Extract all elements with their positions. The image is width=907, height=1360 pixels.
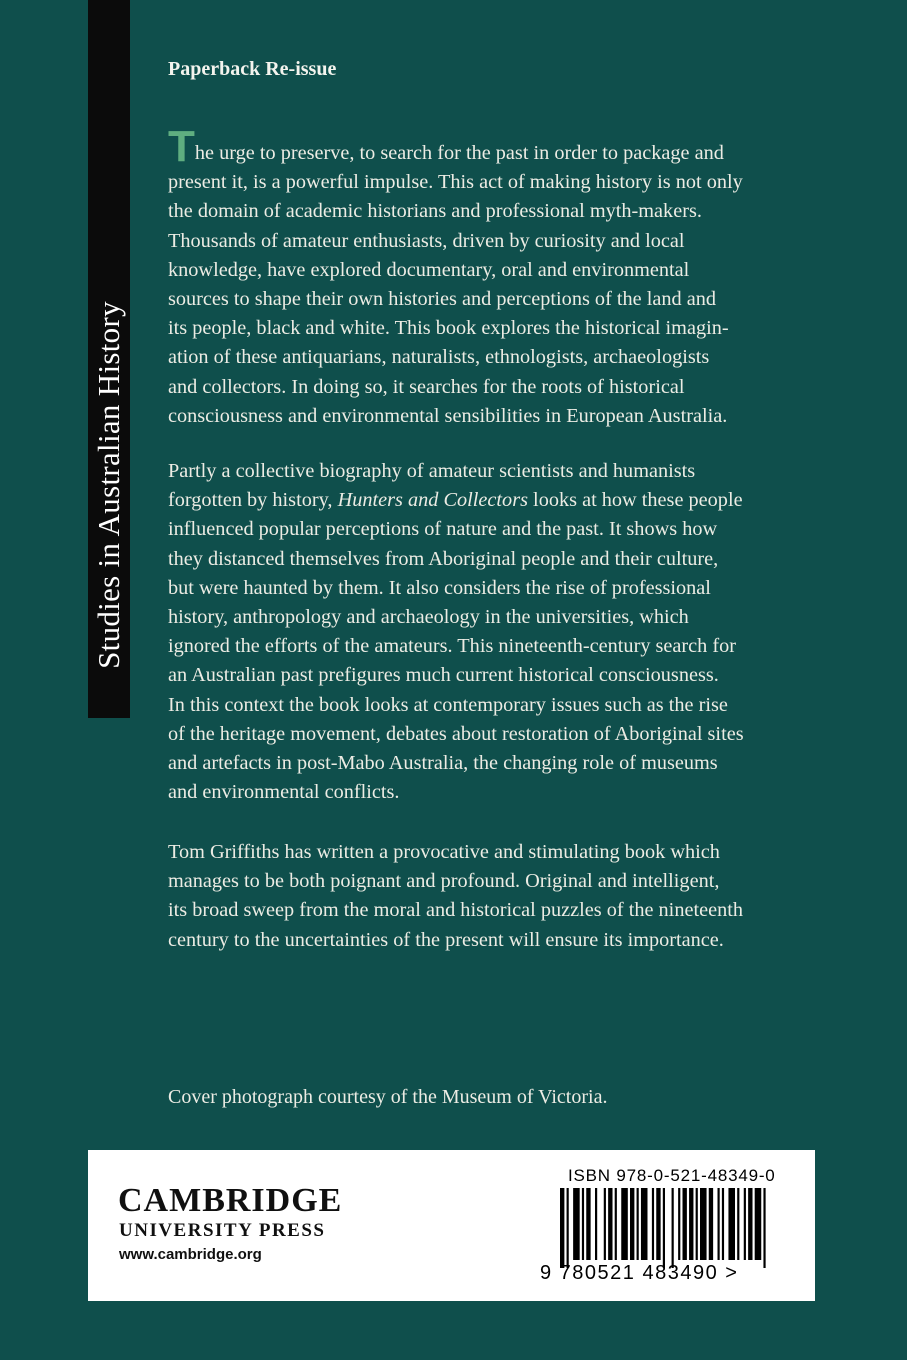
barcode-bar [560, 1188, 564, 1268]
barcode-bar [748, 1188, 752, 1260]
barcode-bar [656, 1188, 660, 1260]
publisher-name: CAMBRIDGE [118, 1182, 343, 1219]
reissue-label: Paperback Re-issue [168, 58, 337, 80]
book-title: Hunters and Collectors [337, 489, 528, 512]
barcode-bar [573, 1188, 580, 1260]
barcode-bar [763, 1188, 765, 1268]
barcode-bar [737, 1188, 739, 1260]
barcode [560, 1188, 770, 1268]
barcode-bar [672, 1188, 674, 1268]
barcode-bar [637, 1188, 639, 1260]
blurb-paragraph-1 [168, 122, 858, 431]
barcode-bar [630, 1188, 634, 1260]
barcode-bar [689, 1188, 693, 1260]
blurb-paragraph-2 [168, 457, 858, 807]
barcode-bar [722, 1188, 724, 1260]
paragraph-2-rest: looks at how these people influenced popular perceptions of nature and the past. It shows how they distanced themselves from Aboriginal people and their culture, but were haunted by them. It also considers the rise of professional history, anthropology and archaeology in the universities, which ignored the efforts of the amateurs. This nineteenth-century search for an Australian past prefigures much current historical consciousness. In this context the book looks at contemporary issues such as the rise of the heritage movement, debates about restoration of Aboriginal sites and artefacts in post-Mabo Australia, the changing role of museums and environmental conflicts. [168, 489, 744, 804]
barcode-bar [641, 1188, 648, 1260]
barcode-bar [678, 1188, 680, 1260]
barcode-bar [728, 1188, 735, 1260]
publisher-subtitle: UNIVERSITY PRESS [119, 1220, 326, 1241]
paragraph-2-lead: Partly a collective biography of amateur scientists and humanists forgotten by history, [168, 460, 696, 512]
barcode-bar [683, 1188, 687, 1260]
barcode-bar [744, 1188, 746, 1260]
isbn-label: ISBN 978-0-521-48349-0 [568, 1166, 776, 1185]
barcode-bar [595, 1188, 597, 1260]
barcode-bar [567, 1188, 569, 1268]
publisher-panel [88, 1150, 815, 1301]
blurb-paragraph-3: Tom Griffiths has written a provocative and stimulating book which manages to be both poignant and profound. Original and intelligent, its broad sweep from the moral and historical puzzles of the nineteenth century to the uncertainties of the present will ensure its importance. [168, 841, 744, 951]
barcode-bar [582, 1188, 584, 1260]
barcode-bar [604, 1188, 606, 1260]
barcode-bar [700, 1188, 707, 1260]
barcode-bar [615, 1188, 617, 1260]
barcode-bar [608, 1188, 612, 1260]
barcode-bar [755, 1188, 762, 1260]
publisher-url: www.cambridge.org [119, 1246, 262, 1263]
barcode-bar [718, 1188, 720, 1260]
cover-credit: Cover photograph courtesy of the Museum of Victoria. [168, 1086, 608, 1108]
dropcap: T [168, 122, 195, 171]
barcode-bar [709, 1188, 713, 1260]
barcode-bar [652, 1188, 654, 1260]
barcode-bar [696, 1188, 698, 1260]
paragraph-1-text: he urge to preserve, to search for the past in order to package and present it, is a powerful impulse. This act of making history is not only the domain of academic historians and professional myth-makers. Thousands of amateur enthusiasts, driven by curiosity and local knowledge, have explored documentary, oral and environmental sources to shape their own histories and perceptions of the land and its people, black and white. This book explores the historical imagin- ation of these antiquarians, naturalists, ethnologists, archaeologists and collectors. In doing so, it searches for the roots of historical consciousness and environmental sensibilities in European Australia. [168, 142, 743, 427]
barcode-bar [621, 1188, 628, 1260]
series-title: Studies in Australian History [91, 301, 126, 669]
barcode-bar [586, 1188, 590, 1260]
barcode-bar [663, 1188, 665, 1268]
barcode-digits: 9 780521 483490 > [540, 1262, 739, 1284]
